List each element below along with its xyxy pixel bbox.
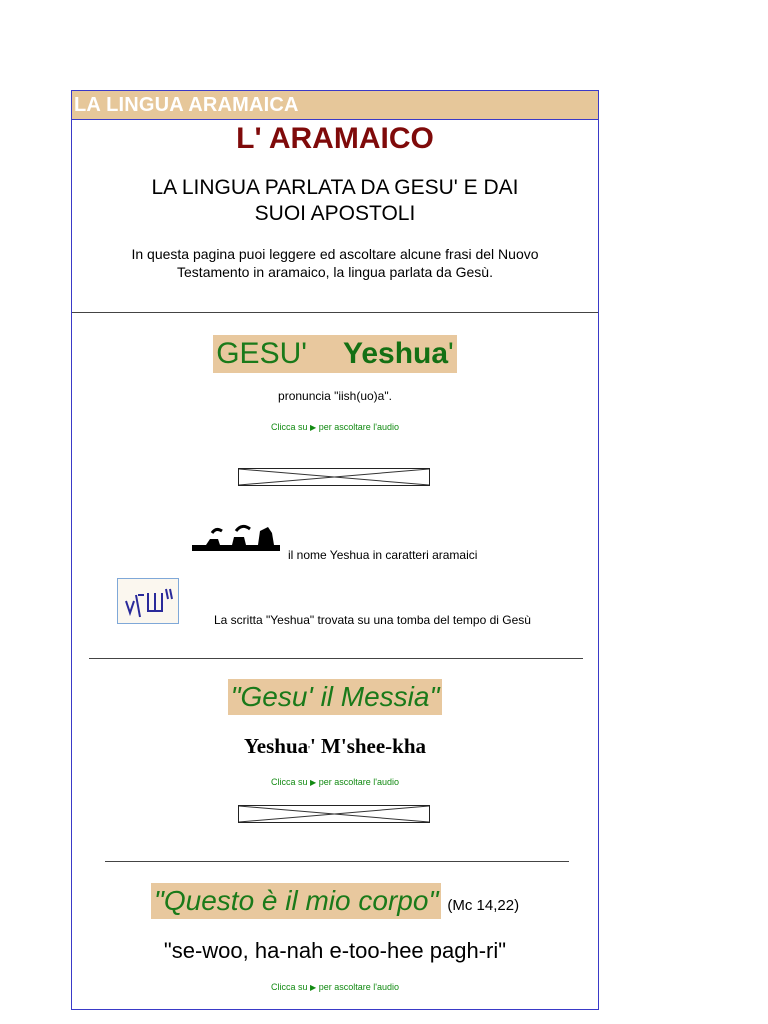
corpo-quote-open: " [153,885,164,916]
intro-text: In questa pagina puoi leggere ed ascoltare alcune frasi del Nuovo Testamento in aramaico, la lingua parlata da Gesù. [131,246,539,280]
page-header-title: LA LINGUA ARAMAICA [74,94,299,116]
pronunciation-note: pronuncia "iish(uo)a". [278,389,392,403]
title-bar [72,91,598,120]
audio-hint-prefix: Clicca su [271,422,308,432]
play-icon: ▶ [310,778,317,787]
audio-hint [72,981,598,994]
section-gesu-heading [72,335,598,373]
audio-player-yeshua[interactable] [238,468,430,486]
audio-hint [72,421,598,434]
corpo-reference: (Mc 14,22) [447,897,520,914]
messia-highlight: "Gesu' il Messia" [228,679,443,715]
corpo-highlight [151,883,441,919]
separator [72,312,598,313]
corpo-heading-text: Questo è il mio corpo [163,885,429,916]
corpo-transliteration: "se-woo, ha-nah e-too-hee pagh-ri" [163,938,507,963]
section-corpo-heading [72,883,598,919]
subtitle-text: LA LINGUA PARLATA DA GESU' E DAI SUOI APOSTOLI [151,176,519,225]
intro-paragraph [72,245,598,281]
corpo-quote-close: " [428,885,439,916]
aramaic-script-caption: il nome Yeshua in caratteri aramaici [288,548,478,562]
messia-translit-a: Yeshua [243,734,309,758]
messia-transliteration [72,733,598,764]
broken-plugin-icon [239,806,429,822]
gesu-aramaic-tail: ' [448,337,454,370]
tomb-inscription-caption: La scritta "Yeshua" trovata su una tomba del tempo di Gesù [214,613,531,627]
play-icon: ▶ [310,983,317,992]
gesu-aramaic: Yeshua [342,337,449,370]
separator [105,861,569,862]
page-frame [71,90,599,1010]
gesu-italian: GESU' [216,337,307,370]
audio-hint-prefix: Clicca su [271,982,308,992]
main-heading: L' ARAMAICO [236,122,434,155]
audio-hint-suffix: per ascoltare l'audio [318,982,399,992]
audio-hint-suffix: per ascoltare l'audio [318,777,399,787]
audio-hint [72,776,598,789]
audio-player-messia[interactable] [238,805,430,823]
separator [89,658,583,659]
audio-hint-prefix: Clicca su [271,777,308,787]
play-icon: ▶ [310,423,317,432]
section-messia-heading [72,679,598,715]
tomb-inscription-image [117,578,179,624]
aramaic-script-yeshua-image [188,521,284,555]
subtitle [72,175,598,227]
gesu-highlight [213,335,457,373]
inscription-drawing [118,579,178,623]
audio-hint-suffix: per ascoltare l'audio [318,422,399,432]
messia-translit-b: ' M'shee-kha [309,734,427,758]
broken-plugin-icon [239,469,429,485]
messia-translit-mark: ' [308,745,310,756]
